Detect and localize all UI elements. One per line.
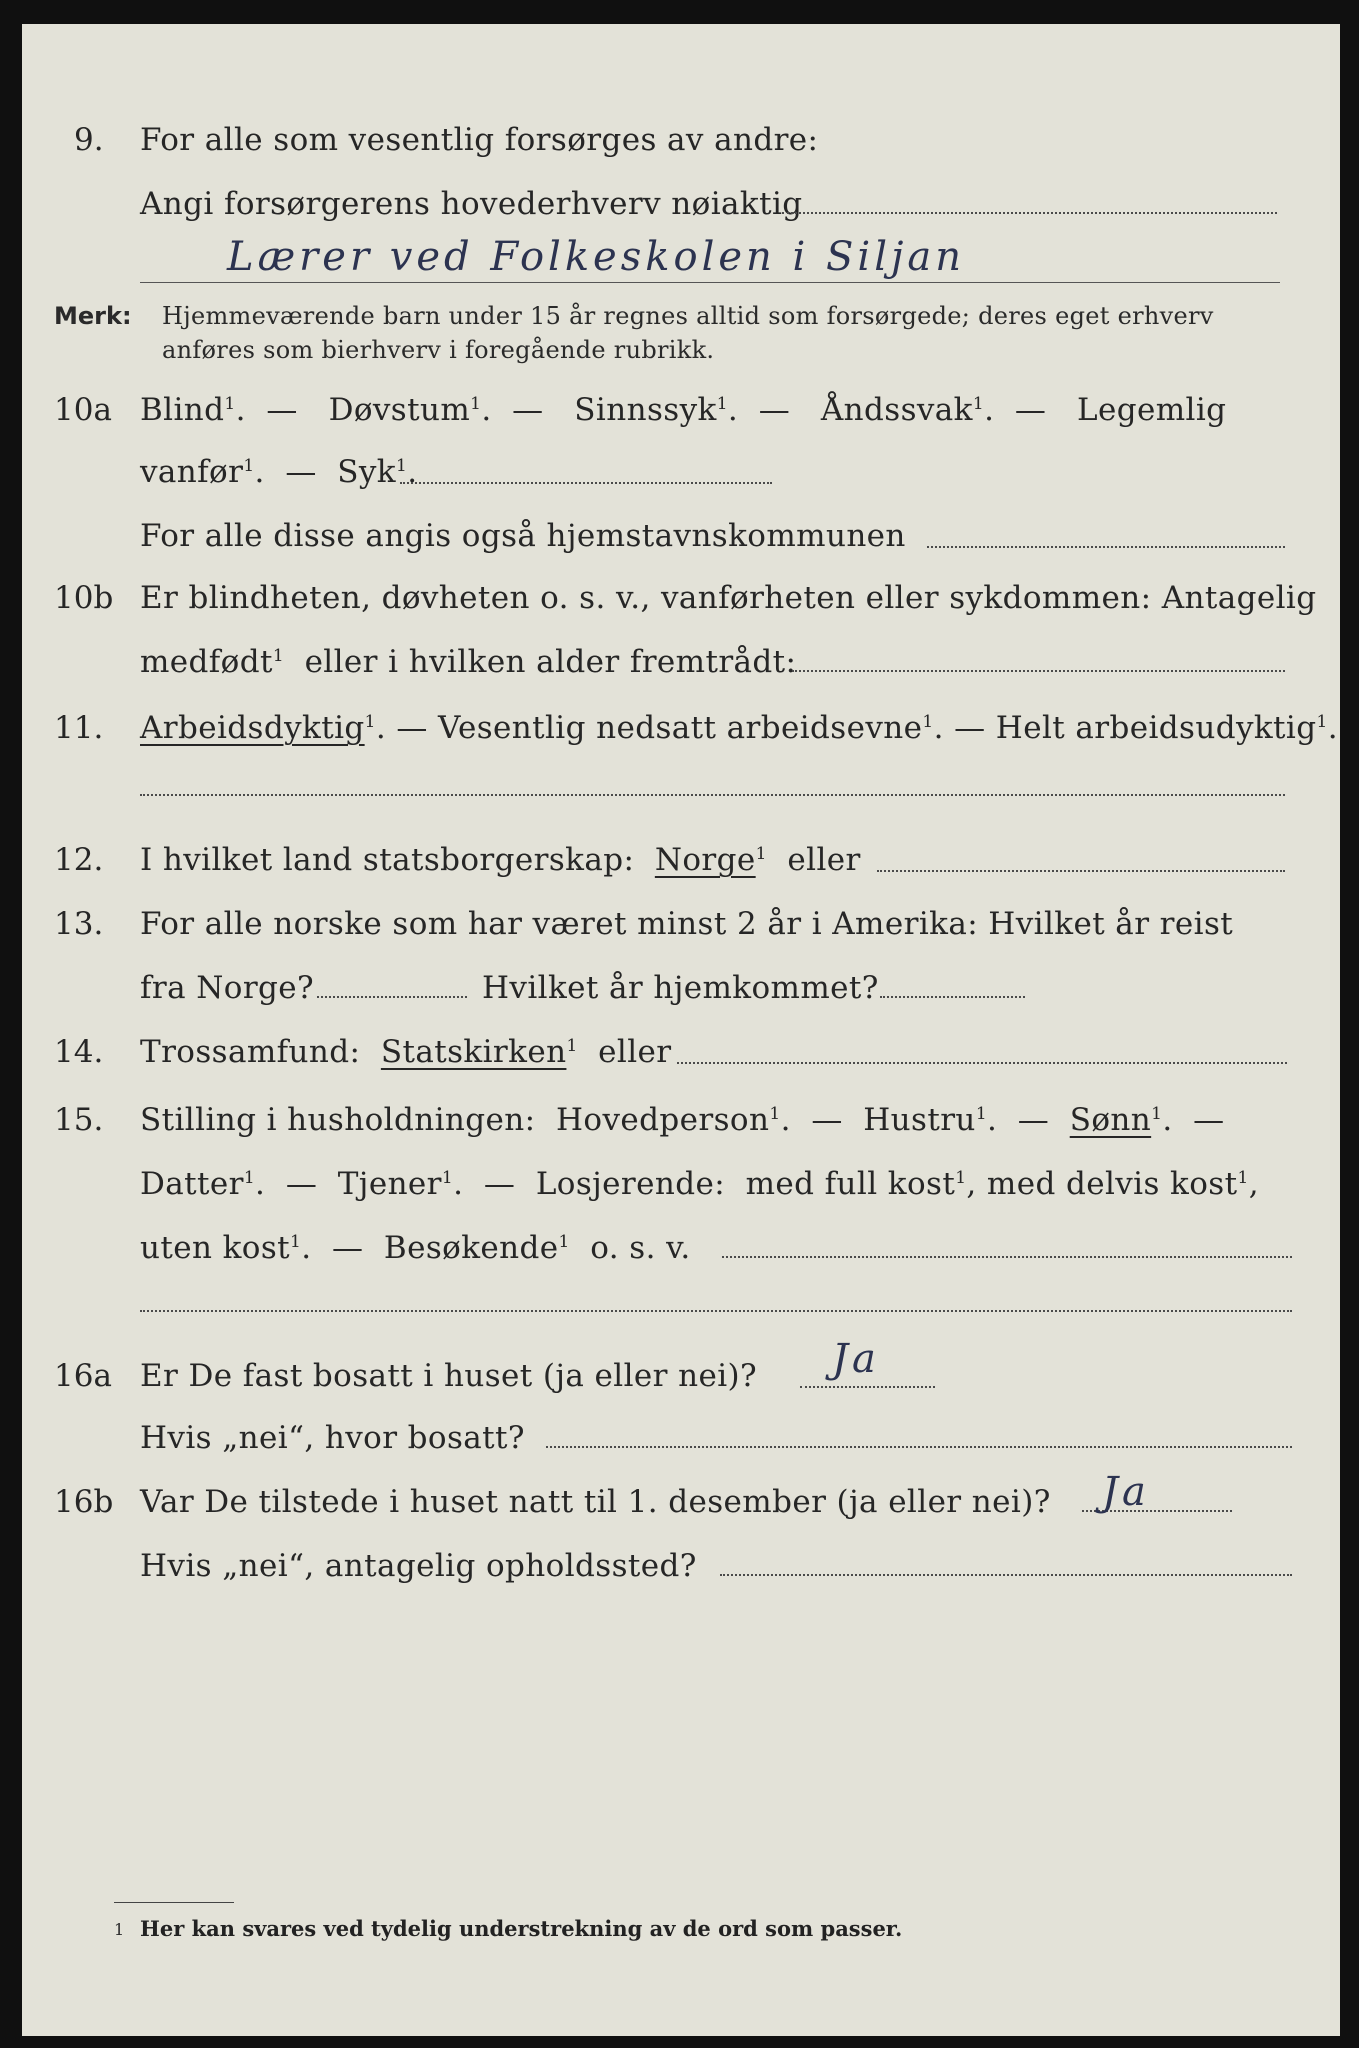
q10a-syk: Syk (337, 454, 396, 490)
q15-line3: uten kost$^1$. — Besøkende$^1$ o. s. v. (140, 1230, 691, 1266)
footnote-marker: 1 (114, 1920, 125, 1939)
q12-eller: eller (787, 842, 861, 878)
q10a-legemlig: Legemlig (1077, 392, 1227, 428)
q12-line1: I hvilket land statsborgerskap: Norge$^1$ eller (140, 842, 861, 878)
q10b-line2: medfødt$^1$ eller i hvilken alder fremtrådt: (140, 644, 797, 680)
q15-uten-kost: uten kost (140, 1230, 291, 1266)
q10a-line3: For alle disse angis også hjemstavnskommunen (140, 518, 906, 554)
merk-label: Merk: (54, 302, 132, 330)
q13-hjemkommet-dotted-line (880, 996, 1025, 998)
q13-fra-norge: fra Norge? (140, 970, 315, 1006)
q16a-handwritten-answer: Ja (832, 1336, 880, 1382)
q14-number: 14. (54, 1034, 104, 1070)
q13-number: 13. (54, 906, 104, 942)
q10a-line1: Blind$^1$. — Døvstum$^1$. — Sinnssyk$^1$. — Åndssvak$^1$. — Legemlig (140, 392, 1227, 428)
q10b-line2-rest: eller i hvilken alder fremtrådt: (304, 644, 797, 680)
q15-datter: Datter (140, 1166, 244, 1202)
q9-handwritten-answer: Lærer ved Folkeskolen i Siljan (227, 234, 966, 280)
q12-dotted-line (877, 870, 1285, 872)
q16b-line2: Hvis „nei“, antagelig opholdssted? (140, 1548, 697, 1584)
q15-osv: o. s. v. (590, 1230, 691, 1266)
q15-line2: Datter$^1$. — Tjener$^1$. — Losjerende: med full kost$^1$, med delvis kost$^1$, (140, 1166, 1259, 1202)
q15-tjener: Tjener (337, 1166, 442, 1202)
q9-line1: For alle som vesentlig forsørges av andre: (140, 122, 819, 158)
q16a-bosatt-dotted-line (546, 1446, 1292, 1448)
q11-nedsatt: Vesentlig nedsatt arbeidsevne (438, 710, 923, 746)
census-form-page (22, 24, 1340, 2036)
q10a-vanfor: vanfør (140, 454, 244, 490)
q9-answer-line (140, 282, 1280, 283)
q15-hustru: Hustru (863, 1102, 976, 1138)
q10a-line2: vanfør$^1$. — Syk$^1$. (140, 454, 418, 490)
q14-eller: eller (598, 1034, 672, 1070)
q15-full-kost: med full kost (745, 1166, 956, 1202)
q11-number: 11. (54, 710, 104, 746)
q10a-syk-dotted-line (400, 482, 772, 484)
q15-stilling: Stilling i husholdningen: (140, 1102, 536, 1138)
q11-line1: Arbeidsdyktig$^1$. — Vesentlig nedsatt arbeidsevne$^1$. — Helt arbeidsudyktig$^1$. (140, 710, 1338, 746)
q10a-hjemstavn-dotted-line (927, 546, 1285, 548)
q15-besokende: Besøkende (383, 1230, 559, 1266)
q16b-number: 16b (54, 1484, 114, 1520)
footnote-rule (114, 1902, 234, 1903)
q15-hovedperson: Hovedperson (555, 1102, 770, 1138)
q15-osv-dotted-line (722, 1256, 1292, 1258)
q10b-number: 10b (54, 580, 114, 616)
q14-text: Trossamfund: (140, 1034, 361, 1070)
q14-statskirken: Statskirken (380, 1034, 567, 1070)
merk-line2: anføres som bierhverv i foregående rubrikk. (162, 336, 715, 364)
q15-sonn: Sønn (1069, 1102, 1152, 1138)
q12-number: 12. (54, 842, 104, 878)
q10b-line1: Er blindheten, døvheten o. s. v., vanførheten eller sykdommen: Antagelig (140, 580, 1317, 616)
q15-number: 15. (54, 1102, 104, 1138)
q14-dotted-line (677, 1062, 1287, 1064)
q10a-dovstum: Døvstum (328, 392, 471, 428)
q16b-line1: Var De tilstede i huset natt til 1. desember (ja eller nei)? (140, 1484, 1051, 1520)
merk-line1: Hjemmeværende barn under 15 år regnes alltid som forsørgede; deres eget erhverv (162, 302, 1214, 330)
q11-dotted-line (140, 794, 1285, 796)
q10a-sinnssyk: Sinnssyk (574, 392, 717, 428)
q14-line1: Trossamfund: Statskirken$^1$ eller (140, 1034, 672, 1070)
q15-line1: Stilling i husholdningen: Hovedperson$^1$. — Hustru$^1$. — Sønn$^1$. — (140, 1102, 1225, 1138)
q15-delvis-kost: med delvis kost (986, 1166, 1238, 1202)
q9-line2: Angi forsørgerens hovederhverv nøiaktig (140, 186, 803, 222)
q10b-medfodt: medfødt (140, 644, 273, 680)
q13-hjemkommet: Hvilket år hjemkommet? (482, 970, 879, 1006)
q12-text: I hvilket land statsborgerskap: (140, 842, 635, 878)
q16a-number: 16a (54, 1358, 112, 1394)
q13-fra-norge-dotted-line (317, 996, 467, 998)
q11-udyktig: Helt arbeidsudyktig (995, 710, 1317, 746)
q9-dotted-line (782, 212, 1277, 214)
q16a-dotted-line (800, 1386, 935, 1388)
q16b-handwritten-answer: Ja (1102, 1469, 1150, 1515)
q16b-opholdssted-dotted-line (720, 1574, 1292, 1576)
q10a-number: 10a (54, 392, 112, 428)
q10b-dotted-line (792, 670, 1285, 672)
q15-extra-dotted-line (140, 1310, 1292, 1312)
q16a-line1: Er De fast bosatt i huset (ja eller nei)? (140, 1358, 758, 1394)
q13-line1: For alle norske som har været minst 2 år i Amerika: Hvilket år reist (140, 906, 1234, 942)
q10a-andssvak: Åndssvak (820, 392, 973, 428)
q16a-line2: Hvis „nei“, hvor bosatt? (140, 1420, 525, 1456)
q11-arbeidsdyktig: Arbeidsdyktig (140, 710, 365, 746)
q10a-blind: Blind (140, 392, 225, 428)
q15-losjerende: Losjerende: (535, 1166, 726, 1202)
q12-norge: Norge (654, 842, 756, 878)
q9-number: 9. (74, 122, 104, 158)
footnote-text: Her kan svares ved tydelig understrekning av de ord som passer. (140, 1916, 903, 1941)
